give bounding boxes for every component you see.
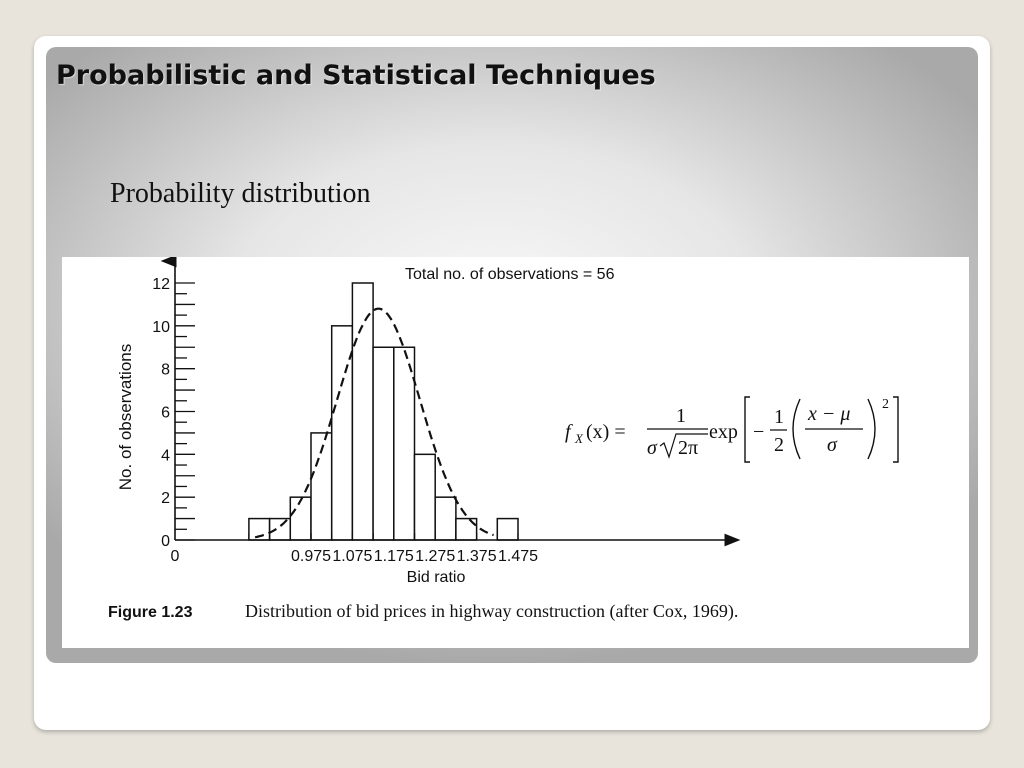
histogram-chart <box>62 257 969 648</box>
x-tick-label: 1.275 <box>415 548 456 565</box>
formula-den-sigma: σ <box>647 437 657 459</box>
formula-lhs-subscript: X <box>575 431 583 446</box>
formula-half-num: 1 <box>774 406 784 428</box>
y-axis-label: No. of observations <box>116 343 135 491</box>
y-tick-label: 8 <box>161 361 170 379</box>
y-tick-label: 4 <box>161 447 170 465</box>
x-tick-label: 0.975 <box>290 548 332 565</box>
y-tick-label: 12 <box>152 276 170 293</box>
y-tick-label: 0 <box>161 533 170 550</box>
formula-half-den: 2 <box>774 434 784 456</box>
figure-caption-label: Figure 1.23 <box>108 604 193 621</box>
figure <box>62 257 969 648</box>
histogram-bar <box>497 519 518 540</box>
x-tick-label: 1.075 <box>332 548 373 565</box>
formula-minus: − <box>753 421 765 443</box>
histogram-bar <box>394 347 415 540</box>
histogram-bar <box>456 519 477 540</box>
formula-lhs-arg: (x) = <box>586 421 626 443</box>
histogram-bar <box>435 497 456 540</box>
formula-den-root: 2π <box>678 437 699 459</box>
histogram-bar <box>415 454 436 540</box>
formula-power: 2 <box>882 397 889 412</box>
formula-inner-num: x − μ <box>808 403 851 425</box>
histogram-bar <box>373 347 394 540</box>
x-tick-label: 1.375 <box>456 548 497 565</box>
figure-caption-text: Distribution of bid prices in highway construction (after Cox, 1969). <box>245 601 739 621</box>
formula-right-bracket <box>893 397 898 462</box>
histogram-bars <box>249 283 518 540</box>
slide-subtitle: Probability distribution <box>110 178 371 209</box>
formula-left-bracket <box>745 397 750 462</box>
x-tick-label: 0 <box>170 548 180 565</box>
normal-density-formula <box>565 397 898 462</box>
formula-lhs: f <box>565 421 571 443</box>
formula-numerator: 1 <box>676 405 686 427</box>
y-tick-label: 2 <box>161 490 170 508</box>
y-tick-label: 6 <box>161 404 170 422</box>
x-axis-label: Bid ratio <box>406 569 466 586</box>
y-tick-label: 10 <box>152 318 170 336</box>
histogram-bar <box>270 519 291 540</box>
observations-annotation: Total no. of observations = 56 <box>405 266 615 283</box>
histogram-bar <box>290 497 311 540</box>
x-tick-label: 1.475 <box>497 548 539 565</box>
formula-inner-den: σ <box>827 434 837 456</box>
x-tick-label: 1.175 <box>373 548 414 565</box>
formula-right-paren <box>868 399 875 459</box>
slide-title: Probabilistic and Statistical Techniques <box>56 60 656 91</box>
formula-exp: exp <box>709 421 738 443</box>
formula-left-paren <box>793 399 800 459</box>
histogram-bar <box>352 283 373 540</box>
